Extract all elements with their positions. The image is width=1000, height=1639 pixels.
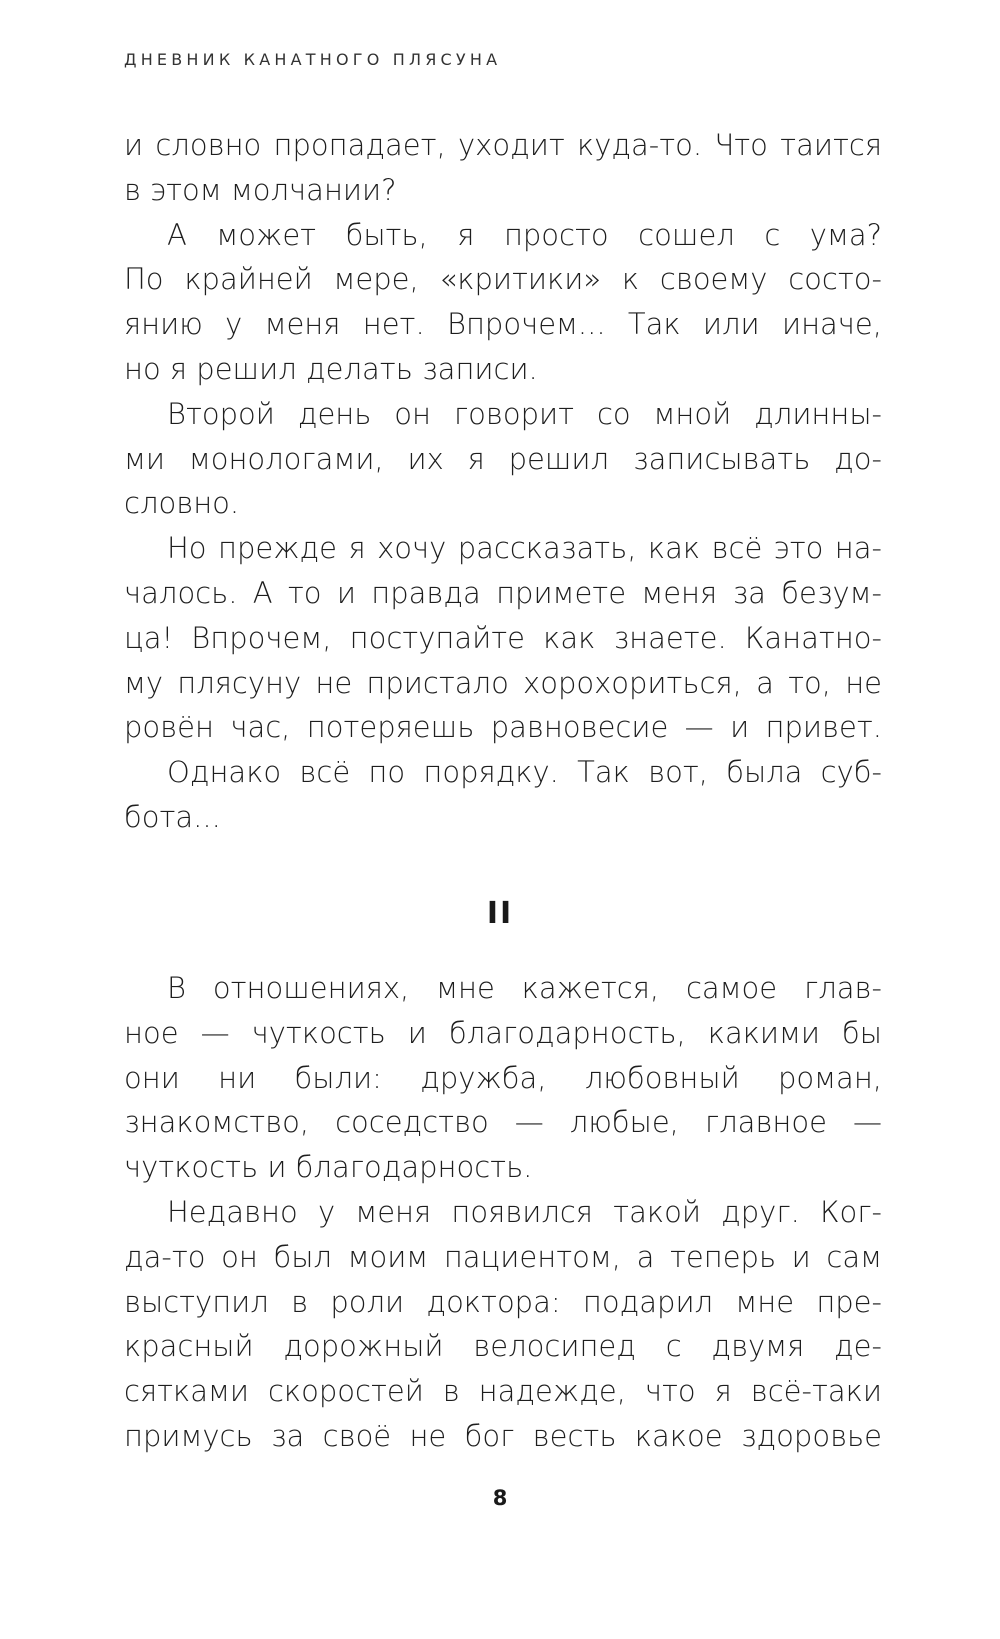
text-line: Второй день он говорит со мной длинны- bbox=[167, 396, 882, 431]
text-line: ное — чуткость и благодарность, какими бы bbox=[124, 1015, 882, 1050]
running-head: ДНЕВНИК КАНАТНОГО ПЛЯСУНА bbox=[124, 50, 502, 69]
text-line: По крайней мере, «критики» к своему состо- bbox=[124, 262, 882, 297]
text-line: в этом молчании? bbox=[124, 172, 397, 207]
paragraph bbox=[124, 123, 882, 213]
paragraph bbox=[124, 213, 882, 392]
paragraph bbox=[124, 1190, 882, 1459]
text-line: А может быть, я просто сошел с ума? bbox=[167, 217, 882, 252]
paragraph bbox=[124, 966, 882, 1190]
text-line: красный дорожный велосипед с двумя де- bbox=[124, 1329, 882, 1364]
text-line: знакомство, соседство — любые, главное — bbox=[124, 1105, 882, 1140]
chapter-heading: II bbox=[486, 896, 514, 931]
text-line: выступил в роли доктора: подарил мне пре- bbox=[124, 1284, 882, 1319]
text-line: бота... bbox=[124, 799, 221, 834]
text-line: ми монологами, их я решил записывать до- bbox=[124, 441, 882, 476]
text-line: ца! Впрочем, поступайте как знаете. Канатно- bbox=[124, 620, 882, 655]
paragraph bbox=[124, 526, 882, 750]
text-line: чалось. А то и правда примете меня за безум- bbox=[124, 575, 882, 610]
paragraph bbox=[124, 750, 882, 840]
text-line: словно. bbox=[124, 486, 240, 521]
text-line: Недавно у меня появился такой друг. Ког- bbox=[167, 1194, 882, 1229]
text-line: да-то он был моим пациентом, а теперь и сам bbox=[124, 1239, 882, 1274]
text-line: и словно пропадает, уходит куда-то. Что таится bbox=[124, 128, 882, 162]
text-line: Однако всё по порядку. Так вот, была суб- bbox=[167, 755, 882, 790]
page-number: 8 bbox=[492, 1486, 508, 1510]
text-line: сятками скоростей в надежде, что я всё-таки bbox=[124, 1374, 882, 1409]
text-block-top bbox=[124, 123, 882, 840]
text-line: Но прежде я хочу рассказать, как всё это на- bbox=[167, 531, 882, 566]
text-block-bottom bbox=[124, 966, 882, 1459]
text-line: чуткость и благодарность. bbox=[124, 1150, 533, 1185]
paragraph bbox=[124, 392, 882, 526]
text-line: янию у меня нет. Впрочем... Так или иначе, bbox=[124, 307, 882, 342]
text-line: они ни были: дружба, любовный роман, bbox=[124, 1060, 882, 1095]
text-line: но я решил делать записи. bbox=[124, 351, 538, 386]
text-line: му плясуну не пристало хорохориться, а то, не bbox=[124, 665, 882, 700]
text-line: ровён час, потеряешь равновесие — и привет. bbox=[124, 710, 882, 745]
text-line: В отношениях, мне кажется, самое глав- bbox=[167, 971, 882, 1005]
text-line: примусь за своё не бог весть какое здоровье bbox=[124, 1418, 882, 1453]
